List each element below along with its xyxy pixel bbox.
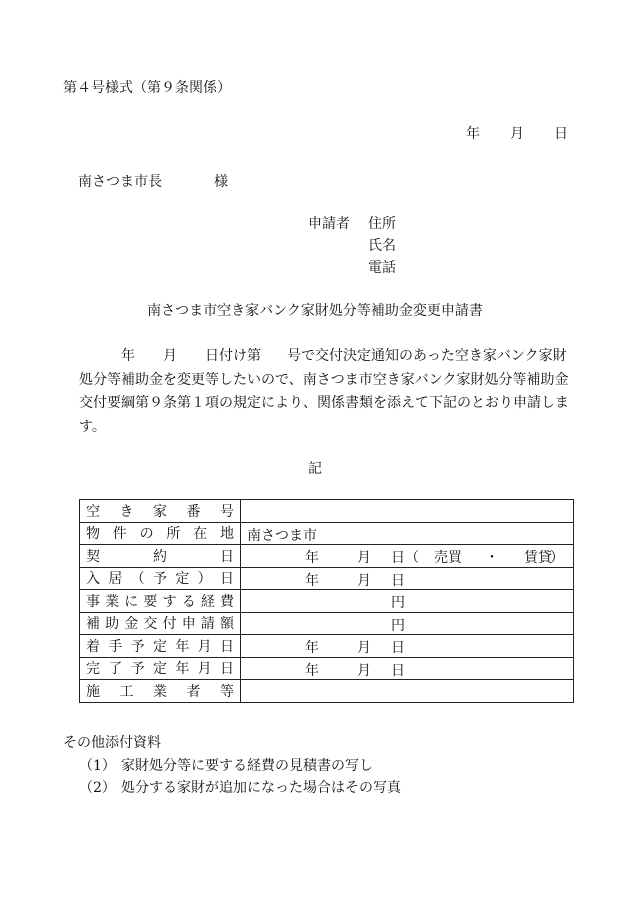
value-day: 日 (391, 572, 405, 589)
row-label: 物 件 の 所 在 地 (80, 522, 241, 545)
table-row (80, 522, 574, 545)
row-value[interactable] (241, 522, 574, 545)
application-table (79, 499, 574, 703)
body-day-no: 日付け第 (205, 348, 261, 364)
addressee (78, 172, 228, 192)
table-row (80, 635, 574, 658)
row-value[interactable] (241, 612, 574, 635)
row-label: 空 き 家 番 号 (80, 500, 241, 523)
value-month: 月 (357, 550, 371, 566)
value-year: 年 (305, 550, 319, 566)
body-main-text: 号で交付決定通知のあった空き家バンク家財処分等補助金を変更等したいので、南さつま市空き家バンク家財処分等補助金交付要綱第９条第１項の規定により、関係書類を添えて下記のとおり申請します。 (79, 348, 569, 435)
ki-marker: 記 (308, 461, 322, 477)
attachments-title: その他添付資料 (63, 735, 161, 751)
value-year: 年 (305, 572, 319, 589)
row-label: 施 工 業 者 等 (80, 680, 241, 703)
attachment-item: （2） 処分する家財が追加になった場合はその写真 (79, 780, 401, 796)
value-month: 月 (357, 662, 371, 679)
value-day: 日（ (391, 550, 419, 566)
value-yen: 円 (391, 617, 405, 634)
applicant-name-label: 氏名 (368, 238, 396, 254)
body-month: 月 (163, 348, 177, 364)
value-separator: ・ (485, 550, 499, 566)
addressee-honorific: 様 (214, 174, 228, 190)
applicant-phone-label: 電話 (368, 260, 396, 276)
value-close-paren: ） (550, 550, 564, 566)
row-value[interactable] (241, 680, 574, 703)
table-row (80, 657, 574, 680)
value-lease: 賃貸 (524, 550, 552, 566)
row-value[interactable] (241, 590, 574, 613)
body-paragraph (79, 345, 579, 439)
row-label: 補 助 金 交 付 申 請 額 (80, 612, 241, 635)
table-row (80, 680, 574, 703)
row-label: 契 約 日 (80, 545, 241, 568)
row-label: 入 居 （ 予 定 ） 日 (80, 567, 241, 590)
value-year: 年 (305, 662, 319, 679)
table-row (80, 567, 574, 590)
row-value[interactable] (241, 545, 574, 568)
applicant-address-label: 住所 (368, 216, 396, 232)
applicant-label: 申請者 (308, 216, 350, 232)
row-value[interactable] (241, 500, 574, 523)
value-month: 月 (357, 572, 371, 589)
date-line (466, 124, 568, 144)
row-label: 事 業 に 要 す る 経 費 (80, 590, 241, 613)
value-text: 南さつま市 (247, 527, 317, 544)
value-yen: 円 (391, 595, 405, 611)
date-day: 日 (554, 126, 568, 142)
table-row (80, 590, 574, 613)
table-row (80, 545, 574, 568)
date-month: 月 (510, 126, 524, 142)
value-sale: 売買 (434, 550, 462, 566)
body-year: 年 (121, 348, 135, 364)
value-day: 日 (391, 662, 405, 679)
row-value[interactable] (241, 567, 574, 590)
value-day: 日 (391, 640, 405, 656)
row-label: 完 了 予 定 年 月 日 (80, 657, 241, 680)
date-year: 年 (466, 126, 480, 142)
value-month: 月 (357, 640, 371, 656)
form-number: 第４号様式（第９条関係） (63, 80, 231, 96)
document-title: 南さつま市空き家バンク家財処分等補助金変更申請書 (147, 303, 483, 319)
table-row (80, 612, 574, 635)
row-value[interactable] (241, 657, 574, 680)
attachment-item: （1） 家財処分等に要する経費の見積書の写し (79, 758, 373, 774)
row-label: 着 手 予 定 年 月 日 (80, 635, 241, 658)
table-row (80, 500, 574, 523)
row-value[interactable] (241, 635, 574, 658)
value-year: 年 (305, 640, 319, 656)
addressee-name: 南さつま市長 (78, 174, 162, 190)
